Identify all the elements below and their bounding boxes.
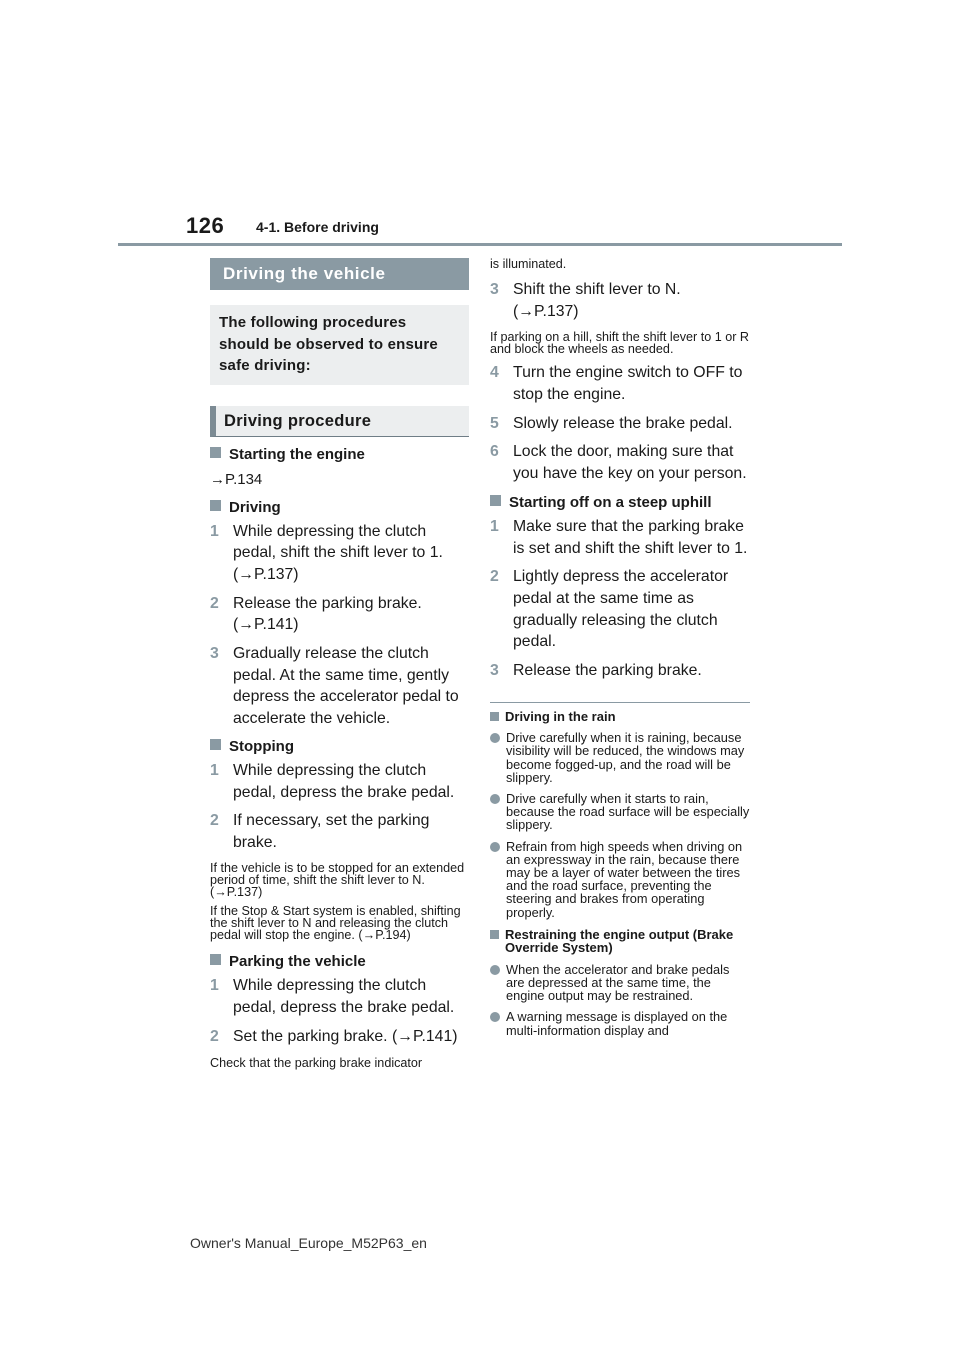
uphill-step: 3 Release the parking brake. <box>490 662 702 680</box>
driving-heading: Driving <box>210 497 469 519</box>
uphill-step: 2 Lightly depress the accelerator pedal at the same time as gradually releasing the clutch pedal. <box>490 568 729 651</box>
intro-box: The following procedures should be observed to ensure safe driving: <box>210 305 469 385</box>
driving-step: 3 Gradually release the clutch pedal. At the same time, gently depress the accelerator pedal to accelerate the vehicle. <box>210 645 459 728</box>
square-bullet-icon <box>210 447 221 458</box>
parking-step: 6 Lock the door, making sure that you have the key on your person. <box>490 443 747 483</box>
starting-engine-heading: Starting the engine <box>210 444 469 466</box>
square-bullet-icon <box>490 930 499 939</box>
page-number: 126 <box>186 213 225 238</box>
driving-step: 2 Release the parking brake. (→P.141) <box>210 594 422 634</box>
parking-step: 2 Set the parking brake. (→P.141) <box>210 1027 458 1045</box>
uphill-step: 1 Make sure that the parking brake is set and shift the shift lever to 1. <box>490 517 748 557</box>
circle-bullet-icon <box>490 794 500 804</box>
stopping-heading: Stopping <box>210 736 469 758</box>
circle-bullet-icon <box>490 733 500 743</box>
parking-step: 5 Slowly release the brake pedal. <box>490 414 733 432</box>
circle-bullet-icon <box>490 965 500 975</box>
square-bullet-icon <box>210 739 221 750</box>
left-column <box>210 258 469 1069</box>
stop-start-note: If the Stop & Start system is enabled, shifting the shift lever to N and releasing the clutch pedal will stop the engine. (→P.194) <box>210 903 461 943</box>
override-bullet: When the accelerator and brake pedals are depressed at the same time, the engine output may be restrained. <box>490 963 750 1003</box>
uphill-heading: Starting off on a steep uphill <box>490 492 750 514</box>
right-column <box>490 254 750 1037</box>
parking-note-start: Check that the parking brake indicator <box>210 1055 423 1070</box>
rain-bullet: Drive carefully when it is raining, because visibility will be reduced, the windows may become fogged-up, and the road will be slippery. <box>490 731 750 784</box>
stopping-note: If the vehicle is to be stopped for an extended period of time, shift the shift lever to N. (→P.137) <box>210 860 465 900</box>
square-bullet-icon <box>490 712 499 721</box>
parking-note-end: is illuminated. <box>490 257 567 271</box>
parking-heading: Parking the vehicle <box>210 951 469 973</box>
circle-bullet-icon <box>490 1012 500 1022</box>
rain-bullet: Refrain from high speeds when driving on an expressway in the rain, because there may be a layer of water between the tires and the road surface, preventing the steering and brakes from operating properly. <box>490 840 750 919</box>
parking-step: 1 While depressing the clutch pedal, depress the brake pedal. <box>210 977 455 1017</box>
stopping-step: 1 While depressing the clutch pedal, depress the brake pedal. <box>210 761 455 801</box>
parking-step: 3 Shift the shift lever to N. (→P.137) <box>490 281 681 320</box>
header-divider <box>118 243 842 246</box>
stopping-step: 2 If necessary, set the parking brake. <box>210 812 430 851</box>
circle-bullet-icon <box>490 842 500 852</box>
notes-divider <box>490 702 750 703</box>
section-title: 4-1. Before driving <box>256 219 379 235</box>
starting-engine-ref: →P.134 <box>210 470 263 488</box>
square-bullet-icon <box>210 500 221 511</box>
rain-heading: Driving in the rain <box>490 710 750 724</box>
footer-text: Owner's Manual_Europe_M52P63_en <box>190 1235 427 1251</box>
square-bullet-icon <box>210 954 221 965</box>
section-heading: Driving the vehicle <box>210 258 469 290</box>
square-bullet-icon <box>490 495 501 506</box>
hill-note: If parking on a hill, shift the shift lever to 1 or R and block the wheels as needed. <box>490 329 749 356</box>
override-heading: Restraining the engine output (Brake Override System) <box>490 928 750 955</box>
rain-bullet: Drive carefully when it starts to rain, because the road surface will be especially slippery. <box>490 792 750 832</box>
subsection-heading: Driving procedure <box>210 406 469 437</box>
parking-step: 4 Turn the engine switch to OFF to stop the engine. <box>490 364 743 403</box>
override-bullet: A warning message is displayed on the multi-information display and <box>490 1010 750 1036</box>
driving-step: 1 While depressing the clutch pedal, shift the shift lever to 1. (→P.137) <box>210 522 443 583</box>
